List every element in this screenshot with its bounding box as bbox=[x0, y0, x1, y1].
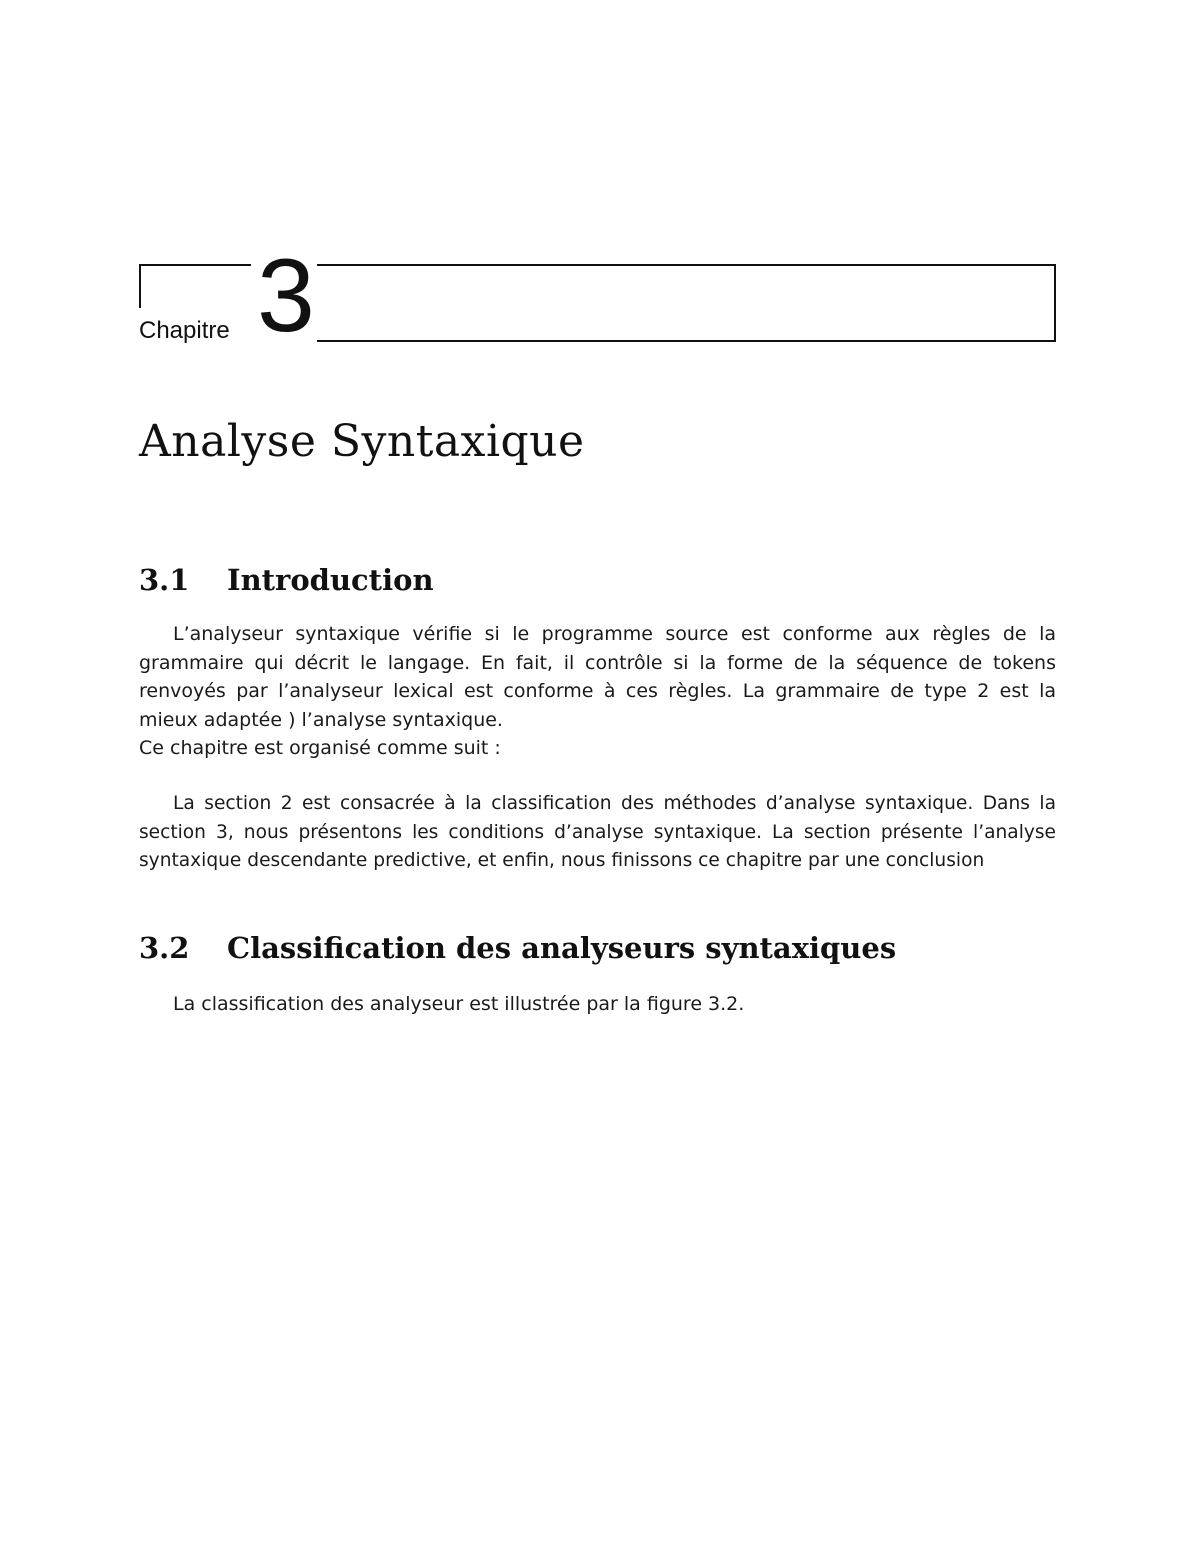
paragraph-organisation bbox=[139, 734, 1056, 763]
section-heading-classification bbox=[139, 930, 896, 966]
paragraph-line: section 3, nous présentons les conditions d’analyse syntaxique. La section présente l’analyse bbox=[139, 821, 1056, 843]
chapter-header bbox=[139, 238, 1056, 354]
chapter-rule-top-left bbox=[139, 264, 251, 266]
chapter-rule-top-right bbox=[317, 264, 1056, 266]
paragraph-line: La section 2 est consacrée à la classification des méthodes d’analyse syntaxique. Dans la bbox=[173, 793, 1056, 814]
paragraph-line: Ce chapitre est organisé comme suit : bbox=[139, 737, 501, 759]
chapter-rule-left bbox=[139, 264, 141, 308]
paragraph-intro bbox=[139, 620, 1056, 734]
paragraph-line: L’analyseur syntaxique vérifie si le programme source est conforme aux règles de la bbox=[173, 623, 1056, 645]
paragraph-line: mieux adaptée ) l’analyse syntaxique. bbox=[139, 708, 503, 731]
chapter-rule-right bbox=[1054, 264, 1056, 342]
chapter-number: 3 bbox=[257, 238, 315, 354]
section-number: 3.2 bbox=[139, 931, 190, 965]
section-title: Classification des analyseurs syntaxiques bbox=[227, 931, 897, 965]
section-number: 3.1 bbox=[139, 563, 190, 597]
paragraph-line: syntaxique descendante predictive, et enfin, nous finissons ce chapitre par une conclusion bbox=[139, 850, 985, 871]
paragraph-classification bbox=[139, 990, 1056, 1019]
section-heading-introduction bbox=[139, 562, 434, 598]
paragraph-line: La classification des analyseur est illustrée par la figure 3.2. bbox=[173, 993, 745, 1015]
paragraph-line: grammaire qui décrit le langage. En fait, il contrôle si la forme de la séquence de tokens bbox=[139, 651, 1056, 674]
paragraph-outline bbox=[139, 790, 1056, 876]
paragraph-line: renvoyés par l’analyseur lexical est conforme à ces règles. La grammaire de type 2 est la bbox=[139, 680, 1056, 702]
chapter-title: Analyse Syntaxique bbox=[139, 416, 585, 467]
chapter-label: Chapitre bbox=[139, 317, 230, 344]
section-title: Introduction bbox=[227, 563, 434, 597]
chapter-rule-bottom bbox=[317, 340, 1056, 342]
